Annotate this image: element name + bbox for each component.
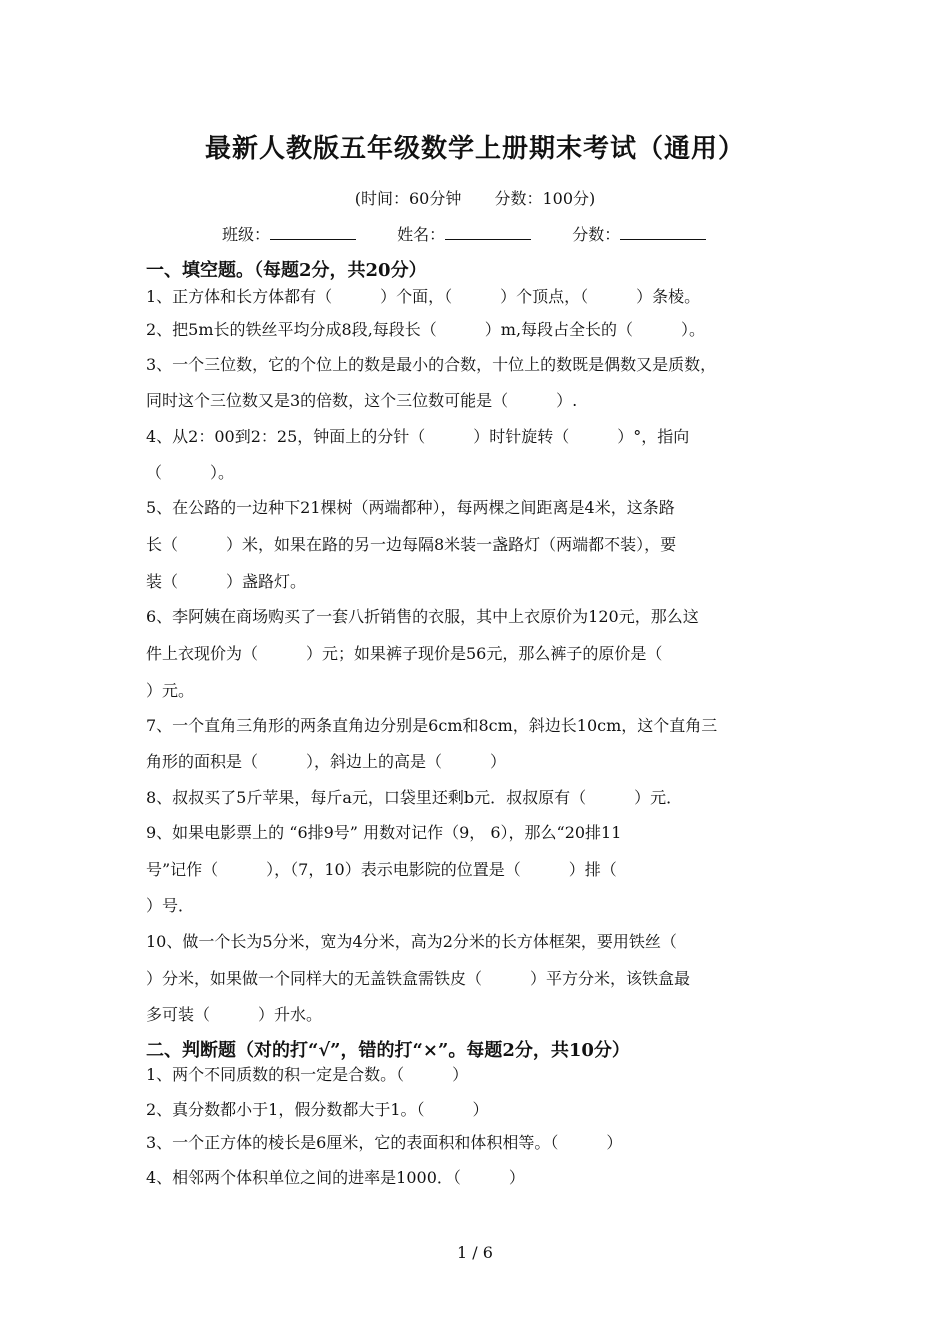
score-info: 分数：100分) — [494, 189, 596, 208]
question-line: 7、一个直角三角形的两条直角边分别是6cm和8cm，斜边长10cm，这个直角三 — [146, 716, 718, 735]
question-line: 长（ ）米，如果在路的另一边每隔8米装一盏路灯（两端都不装），要 — [146, 535, 677, 554]
question-line: 6、李阿姨在商场购买了一套八折销售的衣服，其中上衣原价为120元，那么这 — [146, 607, 699, 626]
name-blank[interactable] — [445, 225, 531, 240]
section-heading-true-false: 二、判断题（对的打“√”，错的打“×”。每题2分，共10分） — [146, 1040, 630, 1061]
name-field — [397, 222, 531, 245]
question-line: 4、从2：00到2：25，钟面上的分针（ ）时针旋转（ ）°，指向 — [146, 427, 690, 446]
question-line: 装（ ）盏路灯。 — [146, 572, 307, 591]
question-line: 件上衣现价为（ ）元；如果裤子现价是56元，那么裤子的原价是（ — [146, 644, 663, 663]
question-line: 1、正方体和长方体都有（ ）个面，（ ）个顶点，（ ）条棱。 — [146, 287, 701, 306]
score-field — [572, 222, 706, 245]
section-heading-fill-blank: 一、填空题。（每题2分，共20分） — [146, 260, 427, 281]
question-line: 1、两个不同质数的积一定是合数。（ ） — [146, 1065, 469, 1084]
score-label: 分数： — [572, 225, 621, 244]
class-label: 班级： — [222, 225, 271, 244]
page-number: 1 / 6 — [457, 1243, 493, 1262]
question-line: 角形的面积是（ ），斜边上的高是（ ） — [146, 752, 507, 771]
student-info — [222, 222, 742, 245]
question-line: 9、如果电影票上的 “6排9号” 用数对记作（9， 6），那么“20排11 — [146, 823, 622, 842]
question-line: 5、在公路的一边种下21棵树（两端都种），每两棵之间距离是4米，这条路 — [146, 498, 675, 517]
question-line: 10、做一个长为5分米，宽为4分米，高为2分米的长方体框架，要用铁丝（ — [146, 932, 677, 951]
question-line: 3、一个正方体的棱长是6厘米，它的表面积和体积相等。（ ） — [146, 1133, 623, 1152]
question-line: 同时这个三位数又是3的倍数，这个三位数可能是（ ）. — [146, 391, 578, 410]
question-line: 多可装（ ）升水。 — [146, 1005, 323, 1024]
score-blank[interactable] — [620, 225, 706, 240]
question-line: ）分米，如果做一个同样大的无盖铁盒需铁皮（ ）平方分米，该铁盒最 — [146, 969, 691, 988]
question-line: 号”记作（ ），（7，10）表示电影院的位置是（ ）排（ — [146, 860, 617, 879]
time-info: (时间：60分钟 — [354, 189, 462, 208]
question-line: 4、相邻两个体积单位之间的进率是1000．（ ） — [146, 1168, 525, 1187]
question-line: 2、真分数都小于1，假分数都大于1。（ ） — [146, 1100, 489, 1119]
question-line: （ ）。 — [146, 463, 235, 482]
class-blank[interactable] — [270, 225, 356, 240]
question-line: 8、叔叔买了5斤苹果，每斤a元，口袋里还剩b元．叔叔原有（ ）元． — [146, 788, 683, 807]
exam-meta — [0, 186, 950, 209]
page-title: 最新人教版五年级数学上册期末考试（通用） — [204, 134, 745, 164]
question-line: ）号． — [146, 896, 195, 915]
question-line: 3、一个三位数，它的个位上的数是最小的合数，十位上的数既是偶数又是质数， — [146, 355, 717, 374]
class-field — [222, 222, 356, 245]
question-line: 2、把5m长的铁丝平均分成8段,每段长（ ）m,每段占全长的（ ）。 — [146, 320, 706, 339]
question-line: ）元。 — [146, 681, 195, 700]
name-label: 姓名： — [397, 225, 446, 244]
